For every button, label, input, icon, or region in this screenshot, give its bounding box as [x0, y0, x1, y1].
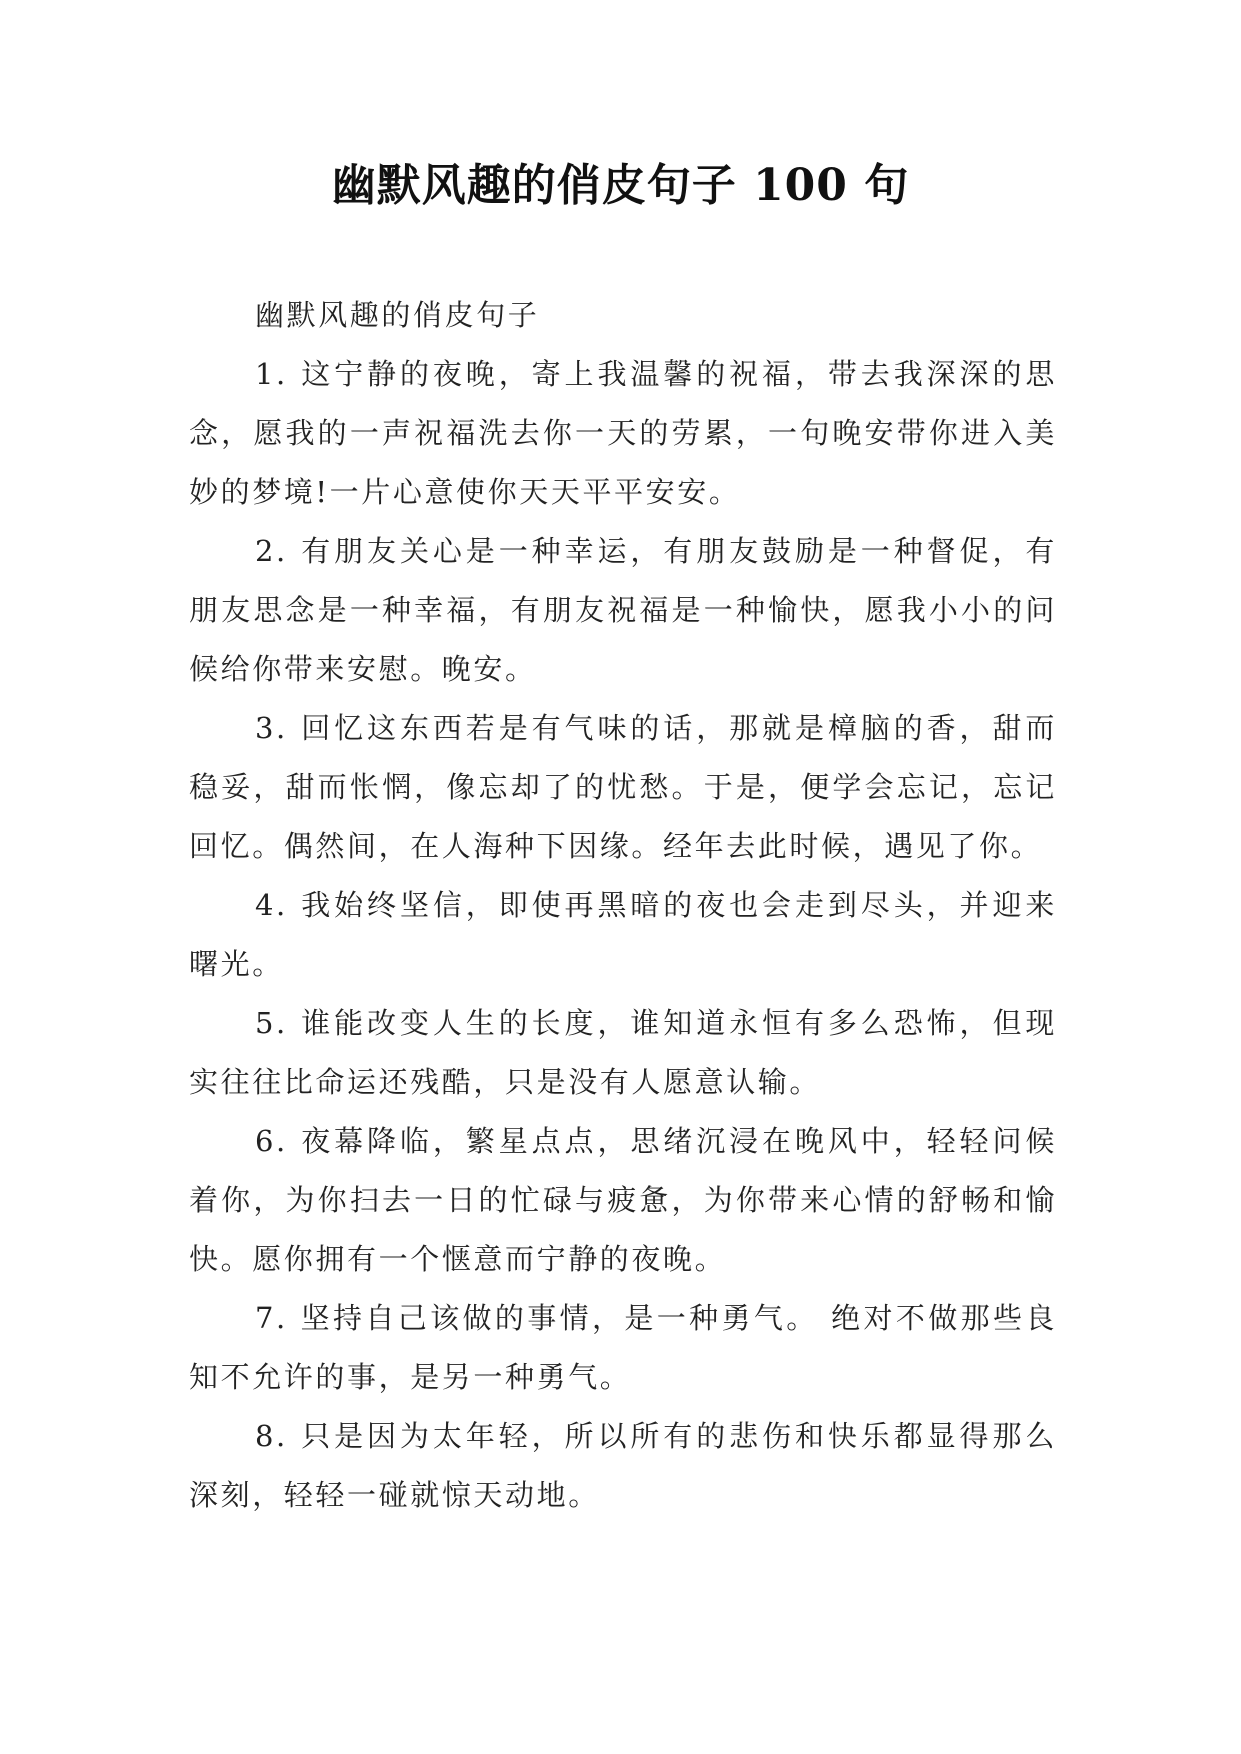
item-number: 5.: [255, 1006, 288, 1040]
sentence-item-7: [189, 1289, 1057, 1407]
document-body: [189, 286, 1057, 1525]
sentence-item-4: [189, 876, 1057, 994]
sentence-item-8: [189, 1407, 1057, 1525]
sentence-item-5: [189, 994, 1057, 1112]
item-text: 只是因为太年轻，所以所有的悲伤和快乐都显得那么深刻，轻轻一碰就惊天动地。: [189, 1419, 1057, 1512]
document-title: 幽默风趣的俏皮句子 100 句: [331, 160, 910, 211]
item-number: 7.: [255, 1301, 288, 1335]
item-text: 有朋友关心是一种幸运，有朋友鼓励是一种督促，有朋友思念是一种幸福，有朋友祝福是一种愉快，愿我小小的问候给你带来安慰。晚安。: [189, 534, 1057, 686]
sentence-item-6: [189, 1112, 1057, 1289]
item-text: 坚持自己该做的事情，是一种勇气。 绝对不做那些良知不允许的事，是另一种勇气。: [189, 1301, 1057, 1394]
item-text: 我始终坚信，即使再黑暗的夜也会走到尽头，并迎来曙光。: [189, 888, 1057, 981]
item-text: 这宁静的夜晚，寄上我温馨的祝福，带去我深深的思念，愿我的一声祝福洗去你一天的劳累，一句晚安带你进入美妙的梦境!一片心意使你天天平平安安。: [189, 357, 1057, 509]
item-text: 夜幕降临，繁星点点，思绪沉浸在晚风中，轻轻问候着你，为你扫去一日的忙碌与疲惫，为你带来心情的舒畅和愉快。愿你拥有一个惬意而宁静的夜晚。: [189, 1124, 1057, 1276]
item-number: 6.: [255, 1124, 288, 1158]
item-text: 回忆这东西若是有气味的话，那就是樟脑的香，甜而稳妥，甜而怅惘，像忘却了的忧愁。于是，便学会忘记，忘记回忆。偶然间，在人海种下因缘。经年去此时候，遇见了你。: [189, 711, 1057, 863]
sentence-item-2: [189, 522, 1057, 699]
item-number: 3.: [255, 711, 288, 745]
section-subtitle: 幽默风趣的俏皮句子: [255, 298, 540, 332]
item-number: 1.: [255, 357, 288, 391]
item-text: 谁能改变人生的长度，谁知道永恒有多么恐怖，但现实往往比命运还残酷，只是没有人愿意认输。: [189, 1006, 1057, 1099]
item-number: 8.: [255, 1419, 288, 1453]
sentence-item-3: [189, 699, 1057, 876]
item-number: 2.: [255, 534, 288, 568]
item-number: 4.: [255, 888, 288, 922]
sentence-item-1: [189, 345, 1057, 522]
